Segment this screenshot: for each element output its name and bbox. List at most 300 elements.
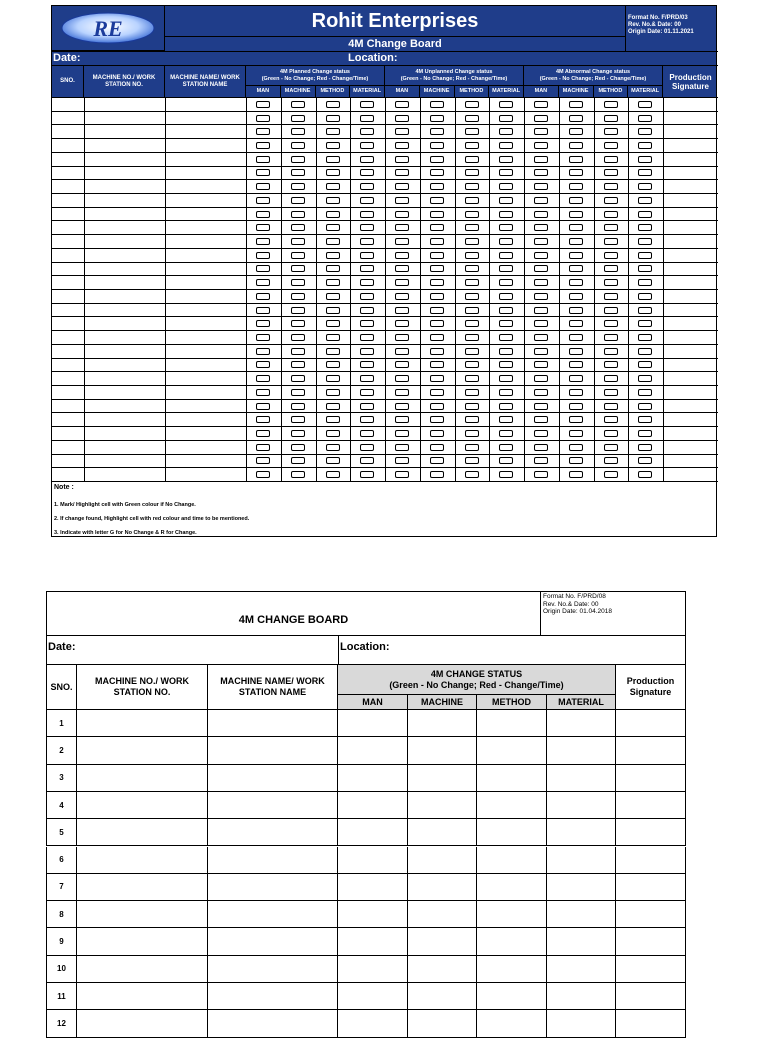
status-checkbox[interactable] [360,101,374,108]
status-checkbox[interactable] [569,252,583,259]
status-checkbox[interactable] [499,389,513,396]
status-checkbox[interactable] [291,403,305,410]
status-checkbox[interactable] [465,320,479,327]
status-checkbox[interactable] [360,128,374,135]
status-checkbox[interactable] [326,142,340,149]
status-checkbox[interactable] [326,211,340,218]
status-checkbox[interactable] [430,279,444,286]
status-checkbox[interactable] [291,238,305,245]
status-checkbox[interactable] [499,224,513,231]
status-checkbox[interactable] [430,101,444,108]
status-checkbox[interactable] [291,101,305,108]
status-checkbox[interactable] [638,279,652,286]
status-checkbox[interactable] [604,457,618,464]
status-checkbox[interactable] [499,375,513,382]
status-checkbox[interactable] [326,430,340,437]
status-checkbox[interactable] [604,444,618,451]
status-checkbox[interactable] [360,389,374,396]
table-cell[interactable] [616,792,686,819]
status-checkbox[interactable] [326,238,340,245]
status-checkbox[interactable] [291,169,305,176]
status-checkbox[interactable] [360,115,374,122]
status-checkbox[interactable] [291,307,305,314]
status-checkbox[interactable] [604,389,618,396]
table-cell[interactable] [477,737,547,764]
status-checkbox[interactable] [465,142,479,149]
status-checkbox[interactable] [499,293,513,300]
status-checkbox[interactable] [534,444,548,451]
status-checkbox[interactable] [569,471,583,478]
status-checkbox[interactable] [256,197,270,204]
status-checkbox[interactable] [534,430,548,437]
status-checkbox[interactable] [395,224,409,231]
status-checkbox[interactable] [360,320,374,327]
status-checkbox[interactable] [430,457,444,464]
status-checkbox[interactable] [534,265,548,272]
status-checkbox[interactable] [604,183,618,190]
status-checkbox[interactable] [395,238,409,245]
table-cell[interactable] [77,737,208,764]
table-cell[interactable] [408,874,477,901]
status-checkbox[interactable] [534,375,548,382]
table-cell[interactable] [408,819,477,846]
status-checkbox[interactable] [534,211,548,218]
status-checkbox[interactable] [360,348,374,355]
status-checkbox[interactable] [256,334,270,341]
status-checkbox[interactable] [360,252,374,259]
status-checkbox[interactable] [430,211,444,218]
status-checkbox[interactable] [256,128,270,135]
table-cell[interactable] [77,983,208,1010]
status-checkbox[interactable] [430,252,444,259]
table-cell[interactable] [208,737,338,764]
status-checkbox[interactable] [326,375,340,382]
status-checkbox[interactable] [326,252,340,259]
status-checkbox[interactable] [638,238,652,245]
status-checkbox[interactable] [256,307,270,314]
status-checkbox[interactable] [534,252,548,259]
status-checkbox[interactable] [395,156,409,163]
status-checkbox[interactable] [360,457,374,464]
table-cell[interactable] [338,792,408,819]
status-checkbox[interactable] [395,183,409,190]
table-cell[interactable] [408,983,477,1010]
table-cell[interactable] [77,710,208,737]
status-checkbox[interactable] [465,293,479,300]
status-checkbox[interactable] [430,115,444,122]
status-checkbox[interactable] [326,265,340,272]
status-checkbox[interactable] [291,265,305,272]
status-checkbox[interactable] [291,211,305,218]
table-cell[interactable] [77,956,208,983]
status-checkbox[interactable] [638,197,652,204]
status-checkbox[interactable] [465,265,479,272]
status-checkbox[interactable] [430,197,444,204]
status-checkbox[interactable] [499,115,513,122]
table-cell[interactable] [616,874,686,901]
status-checkbox[interactable] [499,238,513,245]
table-cell[interactable] [77,874,208,901]
status-checkbox[interactable] [465,430,479,437]
status-checkbox[interactable] [326,279,340,286]
status-checkbox[interactable] [360,334,374,341]
status-checkbox[interactable] [395,197,409,204]
status-checkbox[interactable] [395,265,409,272]
table-cell[interactable] [208,792,338,819]
status-checkbox[interactable] [534,156,548,163]
table-cell[interactable] [77,819,208,846]
table-cell[interactable] [408,710,477,737]
status-checkbox[interactable] [326,416,340,423]
status-checkbox[interactable] [604,142,618,149]
status-checkbox[interactable] [534,169,548,176]
status-checkbox[interactable] [604,416,618,423]
status-checkbox[interactable] [256,444,270,451]
status-checkbox[interactable] [395,169,409,176]
status-checkbox[interactable] [465,238,479,245]
status-checkbox[interactable] [395,361,409,368]
status-checkbox[interactable] [465,101,479,108]
status-checkbox[interactable] [465,183,479,190]
table-cell[interactable] [547,765,616,792]
status-checkbox[interactable] [430,224,444,231]
status-checkbox[interactable] [534,128,548,135]
table-cell[interactable] [408,956,477,983]
status-checkbox[interactable] [430,142,444,149]
status-checkbox[interactable] [326,183,340,190]
status-checkbox[interactable] [499,156,513,163]
status-checkbox[interactable] [569,375,583,382]
status-checkbox[interactable] [360,416,374,423]
status-checkbox[interactable] [499,252,513,259]
status-checkbox[interactable] [360,293,374,300]
status-checkbox[interactable] [395,293,409,300]
status-checkbox[interactable] [604,279,618,286]
status-checkbox[interactable] [499,128,513,135]
status-checkbox[interactable] [569,348,583,355]
status-checkbox[interactable] [638,142,652,149]
status-checkbox[interactable] [395,211,409,218]
status-checkbox[interactable] [569,128,583,135]
status-checkbox[interactable] [360,265,374,272]
status-checkbox[interactable] [326,101,340,108]
status-checkbox[interactable] [291,348,305,355]
status-checkbox[interactable] [291,293,305,300]
table-cell[interactable] [338,901,408,928]
status-checkbox[interactable] [256,403,270,410]
status-checkbox[interactable] [499,279,513,286]
status-checkbox[interactable] [604,320,618,327]
status-checkbox[interactable] [256,416,270,423]
table-cell[interactable] [477,765,547,792]
table-cell[interactable] [616,956,686,983]
status-checkbox[interactable] [465,361,479,368]
status-checkbox[interactable] [465,224,479,231]
status-checkbox[interactable] [291,444,305,451]
status-checkbox[interactable] [360,471,374,478]
status-checkbox[interactable] [604,115,618,122]
table-cell[interactable] [547,710,616,737]
table-cell[interactable] [338,847,408,874]
status-checkbox[interactable] [569,279,583,286]
status-checkbox[interactable] [256,169,270,176]
table-cell[interactable] [408,737,477,764]
table-cell[interactable] [616,765,686,792]
status-checkbox[interactable] [499,101,513,108]
status-checkbox[interactable] [465,444,479,451]
status-checkbox[interactable] [326,169,340,176]
status-checkbox[interactable] [604,128,618,135]
status-checkbox[interactable] [638,224,652,231]
status-checkbox[interactable] [360,375,374,382]
status-checkbox[interactable] [569,238,583,245]
table-cell[interactable] [338,874,408,901]
status-checkbox[interactable] [638,471,652,478]
status-checkbox[interactable] [569,389,583,396]
status-checkbox[interactable] [638,128,652,135]
status-checkbox[interactable] [291,320,305,327]
table-cell[interactable] [547,928,616,955]
status-checkbox[interactable] [638,307,652,314]
status-checkbox[interactable] [638,361,652,368]
status-checkbox[interactable] [360,307,374,314]
table-cell[interactable] [338,956,408,983]
status-checkbox[interactable] [430,183,444,190]
status-checkbox[interactable] [360,279,374,286]
status-checkbox[interactable] [395,320,409,327]
status-checkbox[interactable] [360,444,374,451]
status-checkbox[interactable] [360,142,374,149]
status-checkbox[interactable] [569,361,583,368]
status-checkbox[interactable] [465,457,479,464]
status-checkbox[interactable] [465,252,479,259]
status-checkbox[interactable] [534,307,548,314]
status-checkbox[interactable] [395,101,409,108]
status-checkbox[interactable] [430,169,444,176]
status-checkbox[interactable] [430,430,444,437]
status-checkbox[interactable] [638,115,652,122]
status-checkbox[interactable] [499,471,513,478]
status-checkbox[interactable] [291,334,305,341]
status-checkbox[interactable] [569,115,583,122]
status-checkbox[interactable] [604,211,618,218]
table-cell[interactable] [547,956,616,983]
status-checkbox[interactable] [638,389,652,396]
status-checkbox[interactable] [360,183,374,190]
status-checkbox[interactable] [604,307,618,314]
status-checkbox[interactable] [326,334,340,341]
status-checkbox[interactable] [395,252,409,259]
status-checkbox[interactable] [604,471,618,478]
status-checkbox[interactable] [256,265,270,272]
table-cell[interactable] [616,901,686,928]
status-checkbox[interactable] [291,389,305,396]
status-checkbox[interactable] [604,361,618,368]
status-checkbox[interactable] [360,403,374,410]
table-cell[interactable] [338,765,408,792]
status-checkbox[interactable] [499,403,513,410]
table-cell[interactable] [477,983,547,1010]
status-checkbox[interactable] [256,156,270,163]
status-checkbox[interactable] [534,389,548,396]
status-checkbox[interactable] [395,348,409,355]
status-checkbox[interactable] [638,444,652,451]
status-checkbox[interactable] [534,403,548,410]
status-checkbox[interactable] [291,128,305,135]
status-checkbox[interactable] [604,252,618,259]
table-cell[interactable] [616,928,686,955]
status-checkbox[interactable] [604,101,618,108]
status-checkbox[interactable] [256,471,270,478]
status-checkbox[interactable] [430,361,444,368]
status-checkbox[interactable] [569,101,583,108]
table-cell[interactable] [208,710,338,737]
status-checkbox[interactable] [638,403,652,410]
status-checkbox[interactable] [638,293,652,300]
status-checkbox[interactable] [360,156,374,163]
status-checkbox[interactable] [499,361,513,368]
status-checkbox[interactable] [395,375,409,382]
status-checkbox[interactable] [638,169,652,176]
status-checkbox[interactable] [569,416,583,423]
table-cell[interactable] [338,710,408,737]
status-checkbox[interactable] [326,156,340,163]
status-checkbox[interactable] [499,197,513,204]
status-checkbox[interactable] [604,224,618,231]
table-cell[interactable] [208,956,338,983]
status-checkbox[interactable] [395,279,409,286]
status-checkbox[interactable] [430,444,444,451]
status-checkbox[interactable] [291,430,305,437]
status-checkbox[interactable] [499,444,513,451]
status-checkbox[interactable] [465,471,479,478]
status-checkbox[interactable] [256,361,270,368]
status-checkbox[interactable] [430,156,444,163]
status-checkbox[interactable] [256,101,270,108]
status-checkbox[interactable] [638,416,652,423]
status-checkbox[interactable] [638,375,652,382]
status-checkbox[interactable] [430,334,444,341]
table-cell[interactable] [77,765,208,792]
table-cell[interactable] [616,983,686,1010]
status-checkbox[interactable] [326,444,340,451]
status-checkbox[interactable] [638,334,652,341]
status-checkbox[interactable] [395,389,409,396]
status-checkbox[interactable] [604,403,618,410]
status-checkbox[interactable] [534,457,548,464]
status-checkbox[interactable] [326,293,340,300]
table-cell[interactable] [408,901,477,928]
status-checkbox[interactable] [430,471,444,478]
status-checkbox[interactable] [256,389,270,396]
status-checkbox[interactable] [430,293,444,300]
status-checkbox[interactable] [326,403,340,410]
status-checkbox[interactable] [499,430,513,437]
table-cell[interactable] [77,928,208,955]
status-checkbox[interactable] [465,375,479,382]
status-checkbox[interactable] [499,307,513,314]
status-checkbox[interactable] [395,457,409,464]
status-checkbox[interactable] [534,101,548,108]
table-cell[interactable] [616,847,686,874]
table-cell[interactable] [77,792,208,819]
status-checkbox[interactable] [360,197,374,204]
status-checkbox[interactable] [638,348,652,355]
status-checkbox[interactable] [604,265,618,272]
status-checkbox[interactable] [256,430,270,437]
status-checkbox[interactable] [430,307,444,314]
table-cell[interactable] [408,928,477,955]
table-cell[interactable] [616,819,686,846]
status-checkbox[interactable] [430,389,444,396]
table-cell[interactable] [477,874,547,901]
status-checkbox[interactable] [326,361,340,368]
table-cell[interactable] [208,819,338,846]
status-checkbox[interactable] [604,238,618,245]
status-checkbox[interactable] [395,416,409,423]
status-checkbox[interactable] [465,279,479,286]
status-checkbox[interactable] [256,320,270,327]
date-field-2[interactable] [46,636,338,665]
status-checkbox[interactable] [430,128,444,135]
table-cell[interactable] [408,847,477,874]
status-checkbox[interactable] [534,471,548,478]
status-checkbox[interactable] [465,128,479,135]
table-cell[interactable] [616,737,686,764]
status-checkbox[interactable] [291,457,305,464]
status-checkbox[interactable] [604,156,618,163]
status-checkbox[interactable] [326,389,340,396]
table-cell[interactable] [408,792,477,819]
table-cell[interactable] [208,983,338,1010]
status-checkbox[interactable] [430,320,444,327]
status-checkbox[interactable] [638,457,652,464]
status-checkbox[interactable] [499,416,513,423]
status-checkbox[interactable] [604,169,618,176]
status-checkbox[interactable] [465,169,479,176]
status-checkbox[interactable] [569,457,583,464]
status-checkbox[interactable] [499,457,513,464]
table-cell[interactable] [547,847,616,874]
table-cell[interactable] [208,901,338,928]
status-checkbox[interactable] [534,334,548,341]
table-cell[interactable] [477,928,547,955]
status-checkbox[interactable] [465,211,479,218]
status-checkbox[interactable] [604,375,618,382]
location-field-2[interactable] [338,636,686,665]
status-checkbox[interactable] [569,197,583,204]
table-cell[interactable] [338,983,408,1010]
table-cell[interactable] [77,847,208,874]
table-cell[interactable] [477,819,547,846]
status-checkbox[interactable] [291,416,305,423]
table-cell[interactable] [408,765,477,792]
status-checkbox[interactable] [604,197,618,204]
status-checkbox[interactable] [256,115,270,122]
status-checkbox[interactable] [534,320,548,327]
status-checkbox[interactable] [360,238,374,245]
status-checkbox[interactable] [534,348,548,355]
status-checkbox[interactable] [291,156,305,163]
status-checkbox[interactable] [499,169,513,176]
status-checkbox[interactable] [395,307,409,314]
status-checkbox[interactable] [256,211,270,218]
status-checkbox[interactable] [291,361,305,368]
status-checkbox[interactable] [256,142,270,149]
status-checkbox[interactable] [291,224,305,231]
status-checkbox[interactable] [604,348,618,355]
status-checkbox[interactable] [291,471,305,478]
